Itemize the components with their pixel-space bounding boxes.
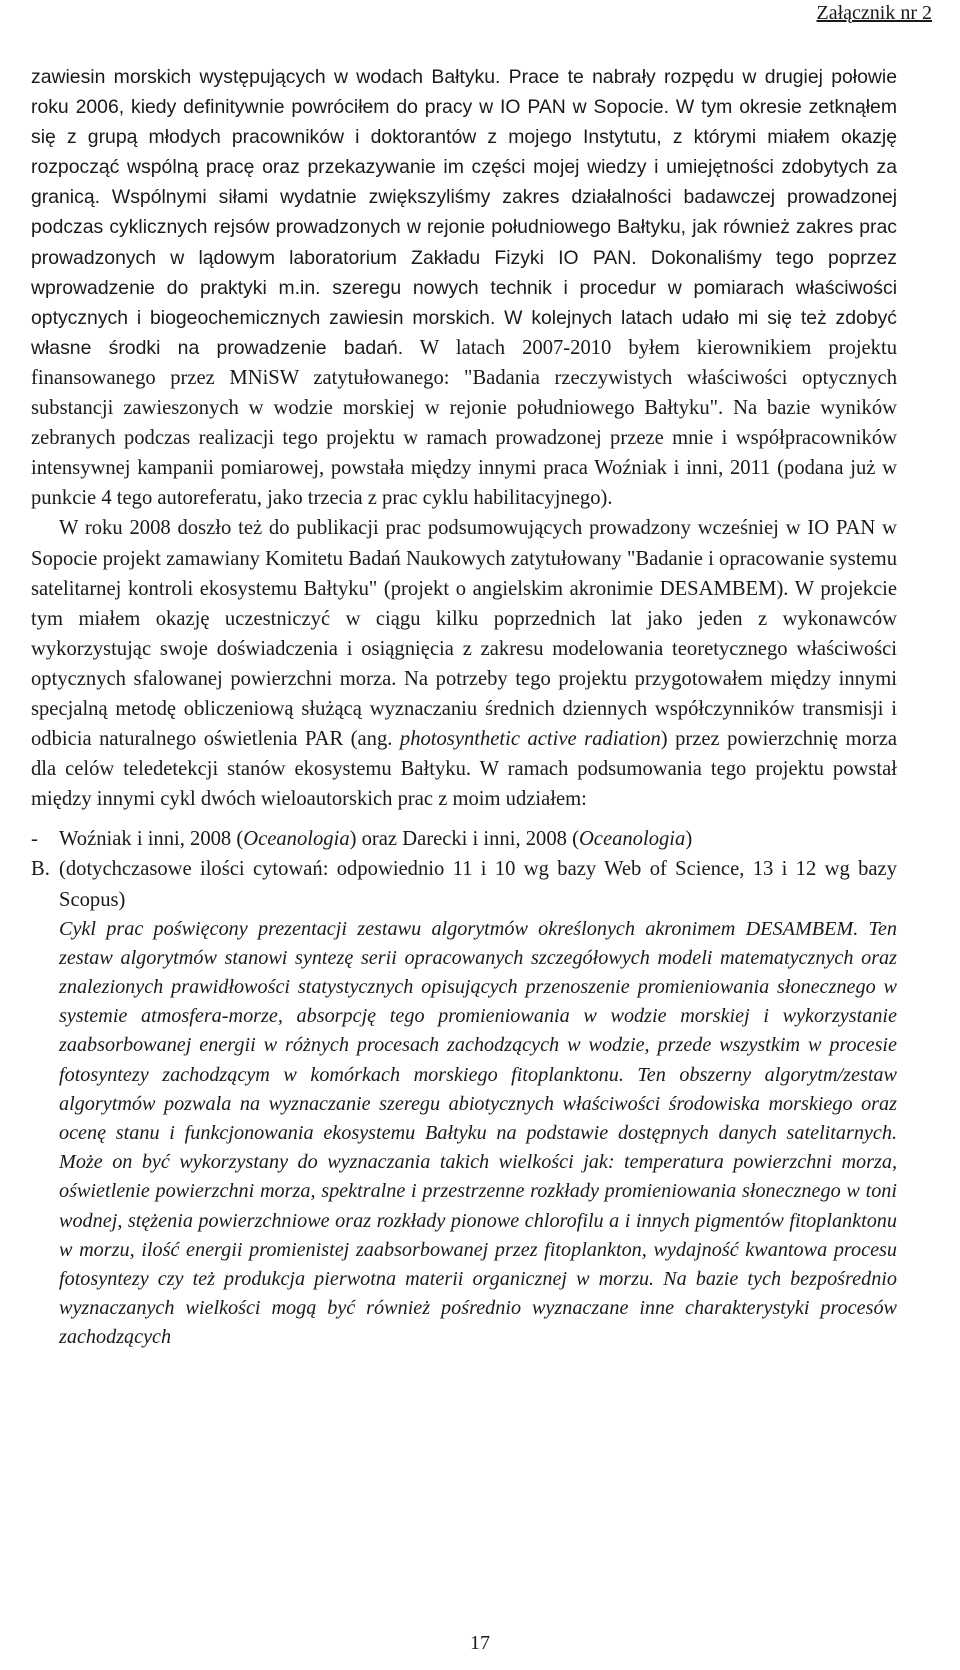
citations-note: (dotychczasowe ilości cytowań: odpowiednio 11 i 10 wg bazy Web of Science, 13 i 12 wg bazy Scopus) — [59, 858, 897, 911]
page-number: 17 — [470, 1632, 490, 1654]
citation-text-c: ) — [685, 828, 693, 851]
paragraph-2-italic-term: photosynthetic active radiation — [399, 728, 661, 751]
paragraph-2-text-a: W roku 2008 doszło też do publikacji prac podsumowujących prowadzony wcześniej w IO PAN w Sopocie projekt zamawiany Komitetu Badań Naukowych zatytułowany "Badanie i opracowanie systemu satelitarnej kontroli ekosystemu Bałtyku" (projekt o angielskim akronimie DESAMBEM). W projekcie tym miałem okazję uczestniczyć w ciągu kilku poprzednich lat jako jeden z wykonawców wykorzystując swoje doświadczenia i osiągnięcia z zakresu modelowania teoretycznego właściwości optycznych sfalowanej powierzchni morza. Na potrzeby tego projektu przygotowałem między innymi specjalną metodę obliczeniową służącą wyznaczaniu średnich dziennych współczynników transmisji i odbicia naturalnego oświetlenia PAR (ang. — [31, 517, 897, 751]
journal-name-1: Oceanologia — [243, 828, 350, 851]
paragraph-1-sans-text: zawiesin morskich występujących w wodach Bałtyku. Prace te nabrały rozpędu w drugiej połowie roku 2006, kiedy definitywnie powróciłem do pracy w IO PAN w Sopocie. W tym okresie zetknąłem się z grupą młodych pracowników i doktorantów z mojego Instytutu, z którymi miałem okazję rozpocząć wspólną pracę oraz przekazywanie im części mojej wiedzy i umiejętności zdobytych za granicą. Wspólnymi siłami wydatnie zwiększyliśmy zakres działalności badawczej prowadzonej podczas cyklicznych rejsów prowadzonych w rejonie południowego Bałtyku, jak również zakres prac prowadzonych w lądowym laboratorium Zakładu Fizyki IO PAN. Dokonaliśmy tego poprzez wprowadzenie do praktyki m.in. szeregu nowych technik i procedur w pomiarach właściwości optycznych i biogeochemicznych zawiesin morskich. W kolejnych latach udało mi się też zdobyć własne środki na prowadzenie badań. — [31, 66, 897, 359]
citation-text-a: Woźniak i inni, 2008 ( — [59, 828, 244, 851]
journal-name-2: Oceanologia — [578, 828, 686, 851]
list-marker: - B. — [31, 828, 50, 881]
publication-description: Cykl prac poświęcony prezentacji zestawu algorytmów określonych akronimem DESAMBEM. Ten zestaw algorytmów stanowi syntezę serii opracowanych szczegółowych modeli matematycznych oraz znalezionych prawidłowości statystycznych opisujących przenoszenie promieniowania słonecznego w systemie atmosfera-morze, absorpcję tego promieniowania w wodzie morskiej i wykorzystanie zaabsorbowanej energii w różnych procesach zachodzących w wodzie, przede wszystkim w procesie fotosyntezy zachodzącym w komórkach morskiego fitoplanktonu. Ten obszerny algorytm/zestaw algorytmów pozwala na wyznaczanie szeregu abiotycznych właściwości środowiska morskiego oraz ocenę stanu i funkcjonowania ekosystemu Bałtyku na podstawie dostępnych danych satelitarnych. Może on być wykorzystany do wyznaczania takich wielkości jak: temperatura powierzchni morza, oświetlenie powierzchni morza, spektralne i przestrzenne rozkłady promieniowania słonecznego w toni wodnej, stężenia powierzchniowe oraz rozkłady pionowe chlorofilu a i innych pigmentów fitoplanktonu w morzu, ilość energii promienistej zaabsorbowanej przez fitoplankton, wydajność kwantowa procesu fotosyntezy czy też produkcja pierwotna materii organicznej w morzu. Na bazie tych bezpośrednio wyznaczanych wielkości mogą być również pośrednio wyznaczane inne charakterystyki procesów zachodzących — [59, 917, 897, 1349]
publication-list-item — [31, 824, 897, 1352]
paragraph-1 — [31, 62, 897, 513]
document-body — [31, 62, 897, 1353]
attachment-label: Załącznik nr 2 — [816, 2, 932, 24]
paragraph-2 — [31, 513, 897, 814]
citation-text-b: ) oraz Darecki i inni, 2008 ( — [349, 828, 579, 851]
paragraph-1-serif-text: W latach 2007-2010 byłem kierownikiem projektu finansowanego przez MNiSW zatytułowanego: "Badania rzeczywistych właściwości optycznych substancji zawieszonych w wodzie morskiej w rejonie południowego Bałtyku". Na bazie wyników zebranych podczas realizacji tego projektu w ramach prowadzonej przeze mnie i współpracowników intensywnej kampanii pomiarowej, powstała między innymi praca Woźniak i inni, 2011 (podana już w punkcie 4 tego autoreferatu, jako trzecia z prac cyklu habilitacyjnego). — [31, 336, 897, 510]
citation-line — [59, 824, 897, 854]
list-item-content — [59, 824, 897, 1352]
paragraph-2-text-b: ) przez powierzchnię morza dla celów teledetekcji stanów ekosystemu Bałtyku. W ramach podsumowania tego projektu powstał między innymi cykl dwóch wieloautorskich prac z moim udziałem: — [31, 728, 897, 811]
